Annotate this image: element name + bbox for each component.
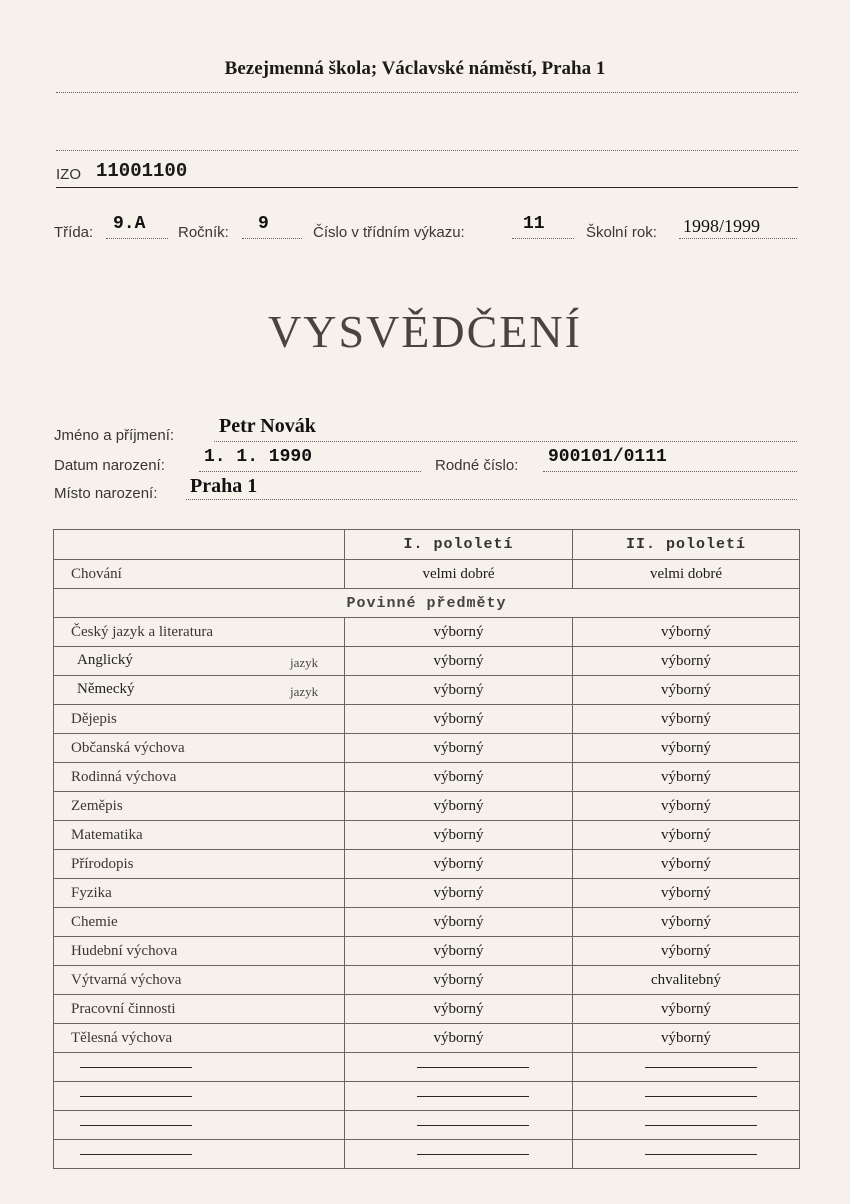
table-row xyxy=(54,908,800,937)
trida-value: 9.A xyxy=(113,214,146,234)
blank-grade-cell xyxy=(345,1140,573,1169)
table-row xyxy=(54,937,800,966)
blank-grade-cell xyxy=(573,1082,800,1111)
rc-label: Rodné číslo: xyxy=(435,457,519,474)
blank-subject-cell xyxy=(54,1082,345,1111)
behavior-row xyxy=(54,560,800,589)
rok-dotline xyxy=(679,238,797,239)
blank-row xyxy=(54,1053,800,1082)
trida-dotline xyxy=(106,238,168,239)
table-row xyxy=(54,821,800,850)
trida-label: Třída: xyxy=(54,224,94,241)
izo-label: IZO xyxy=(56,166,81,183)
document-title: VYSVĚDČENÍ xyxy=(268,306,582,357)
subject-label: Hudební výchova xyxy=(54,937,345,966)
school-name: Bezejmenná škola; Václavské náměstí, Praha 1 xyxy=(224,58,606,79)
name-dotline xyxy=(214,441,797,442)
cislo-dotline xyxy=(512,238,574,239)
grade-semester-1: výborný xyxy=(345,792,573,821)
grade-semester-1: výborný xyxy=(345,850,573,879)
dob-value: 1. 1. 1990 xyxy=(204,447,313,467)
table-row xyxy=(54,1024,800,1053)
grade-semester-1: výborný xyxy=(345,647,573,676)
cislo-value: 11 xyxy=(523,214,545,234)
grade-semester-1: výborný xyxy=(345,734,573,763)
grade-semester-2: výborný xyxy=(573,850,800,879)
table-header-row xyxy=(54,530,800,560)
subject-label: Výtvarná výchova xyxy=(54,966,345,995)
blank-grade-cell xyxy=(345,1053,573,1082)
table-row xyxy=(54,995,800,1024)
rc-value: 900101/0111 xyxy=(548,447,667,467)
grade-semester-1: výborný xyxy=(345,705,573,734)
subject-label: Tělesná výchova xyxy=(54,1024,345,1053)
table-row xyxy=(54,763,800,792)
rok-label: Školní rok: xyxy=(586,224,657,241)
table-row xyxy=(54,850,800,879)
subject-label: Občanská výchova xyxy=(54,734,345,763)
grade-semester-1: výborný xyxy=(345,937,573,966)
grade-semester-1: výborný xyxy=(345,1024,573,1053)
blank-row xyxy=(54,1082,800,1111)
grade-semester-2: výborný xyxy=(573,734,800,763)
grade-semester-2: výborný xyxy=(573,995,800,1024)
grade-semester-2: výborný xyxy=(573,676,800,705)
grade-semester-1: výborný xyxy=(345,676,573,705)
table-row xyxy=(54,879,800,908)
cislo-label: Číslo v třídním výkazu: xyxy=(313,224,465,241)
grade-semester-2: výborný xyxy=(573,821,800,850)
header-semester-1: I. pololetí xyxy=(345,530,573,560)
behavior-label: Chování xyxy=(54,560,345,589)
blank-grade-cell xyxy=(573,1053,800,1082)
izo-value: 11001100 xyxy=(96,160,188,182)
subject-label: Matematika xyxy=(54,821,345,850)
rok-value: 1998/1999 xyxy=(683,216,761,236)
rocnik-value: 9 xyxy=(258,214,269,234)
grade-semester-2: výborný xyxy=(573,792,800,821)
pob-dotline xyxy=(186,499,797,500)
language-suffix: jazyk xyxy=(290,655,319,670)
grade-semester-1: výborný xyxy=(345,618,573,647)
language-suffix: jazyk xyxy=(290,684,319,699)
dob-dotline xyxy=(199,471,421,472)
section-label: Povinné předměty xyxy=(54,589,800,618)
grade-semester-2: výborný xyxy=(573,937,800,966)
blank-grade-cell xyxy=(573,1140,800,1169)
rc-dotline xyxy=(543,471,797,472)
table-row xyxy=(54,734,800,763)
dob-label: Datum narození: xyxy=(54,457,165,474)
blank-row xyxy=(54,1111,800,1140)
subject-cell xyxy=(54,647,345,676)
rocnik-dotline xyxy=(242,238,302,239)
grade-semester-2: výborný xyxy=(573,1024,800,1053)
blank-grade-cell xyxy=(345,1082,573,1111)
grade-semester-1: výborný xyxy=(345,966,573,995)
blank-grade-cell xyxy=(345,1111,573,1140)
subject-label: Český jazyk a literatura xyxy=(54,618,345,647)
grade-semester-2: výborný xyxy=(573,908,800,937)
blank-grade-cell xyxy=(573,1111,800,1140)
grade-semester-1: výborný xyxy=(345,821,573,850)
subject-label: Rodinná výchova xyxy=(54,763,345,792)
subject-label: Pracovní činnosti xyxy=(54,995,345,1024)
table-row xyxy=(54,647,800,676)
rocnik-label: Ročník: xyxy=(178,224,229,241)
table-row xyxy=(54,618,800,647)
grade-semester-1: výborný xyxy=(345,879,573,908)
table-row xyxy=(54,676,800,705)
name-label: Jméno a příjmení: xyxy=(54,427,175,444)
name-value: Petr Novák xyxy=(219,415,316,437)
pob-value: Praha 1 xyxy=(190,475,258,497)
grade-semester-2: výborný xyxy=(573,763,800,792)
behavior-grade-2: velmi dobré xyxy=(573,560,800,589)
blank-subject-cell xyxy=(54,1111,345,1140)
subject-label: Německý xyxy=(77,681,135,697)
school-dotted-line xyxy=(56,92,798,93)
grade-semester-1: výborný xyxy=(345,908,573,937)
subject-label: Anglický xyxy=(77,652,133,668)
table-row xyxy=(54,966,800,995)
section-row xyxy=(54,589,800,618)
izo-underline xyxy=(56,187,798,188)
blank-subject-cell xyxy=(54,1053,345,1082)
grade-semester-2: výborný xyxy=(573,879,800,908)
behavior-grade-1: velmi dobré xyxy=(345,560,573,589)
subject-label: Dějepis xyxy=(54,705,345,734)
subject-label: Přírodopis xyxy=(54,850,345,879)
subject-label: Zeměpis xyxy=(54,792,345,821)
blank-row xyxy=(54,1140,800,1169)
pob-label: Místo narození: xyxy=(54,485,158,502)
table-row xyxy=(54,792,800,821)
grade-semester-1: výborný xyxy=(345,763,573,792)
grade-semester-2: výborný xyxy=(573,705,800,734)
header-empty-cell xyxy=(54,530,345,560)
subject-label: Chemie xyxy=(54,908,345,937)
header-semester-2: II. pololetí xyxy=(573,530,800,560)
subject-cell xyxy=(54,676,345,705)
grade-semester-2: chvalitebný xyxy=(573,966,800,995)
grades-table xyxy=(53,529,800,1169)
blank-subject-cell xyxy=(54,1140,345,1169)
blank-dotted-line xyxy=(56,150,798,151)
grade-semester-2: výborný xyxy=(573,647,800,676)
grade-semester-1: výborný xyxy=(345,995,573,1024)
subject-label: Fyzika xyxy=(54,879,345,908)
grade-semester-2: výborný xyxy=(573,618,800,647)
table-row xyxy=(54,705,800,734)
